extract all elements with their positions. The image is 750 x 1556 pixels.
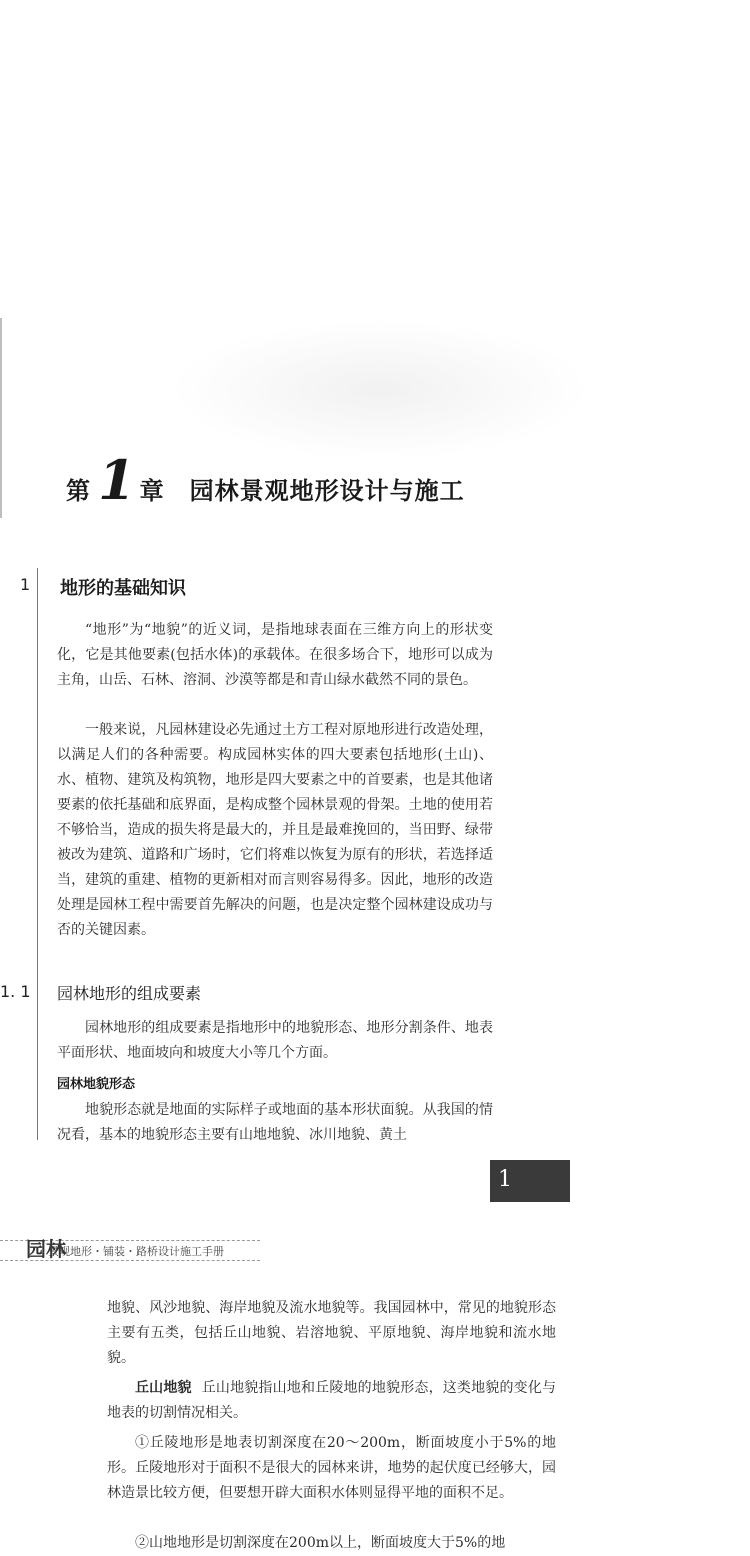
subsection-title: 园林地形的组成要素 — [57, 984, 202, 1003]
chapter-prefix: 第 — [66, 477, 90, 505]
qiushan-lead: 丘山地貌 — [135, 1380, 192, 1396]
subsection-text: 地貌形态就是地面的实际样子或地面的基本形状面貌。从我国的情况看，基本的地貌形态主要有山地地貌、冰川地貌、黄土 — [57, 1102, 493, 1143]
section-number: 1 — [20, 575, 31, 594]
page-edge-rule — [0, 318, 2, 518]
page2-continuation: 地貌、风沙地貌、海岸地貌及流水地貌等。我国园林中，常见的地貌形态主要有五类，包括丘山地貌、岩溶地貌、平原地貌、海岸地貌和流水地貌。 — [107, 1300, 556, 1366]
page-number-tab — [490, 1160, 570, 1202]
scan-noise — [170, 320, 590, 460]
paragraph-1: “地形”为“地貌”的近义词，是指地球表面在三维方向上的形状变化，它是其他要素(包括水体)的承载体。在很多场合下，地形可以成为主角，山岳、石林、溶洞、沙漠等都是和青山绿水截然不同的景色。 — [57, 622, 493, 688]
qiushan-text: 丘山地貌指山地和丘陵地的地貌形态，这类地貌的变化与地表的切割情况相关。 — [107, 1380, 557, 1421]
margin-rule — [37, 568, 38, 1140]
logo-char-1: 园林 — [26, 1237, 66, 1260]
paragraph-2: 一般来说，凡园林建设必先通过土方工程对原地形进行改造处理，以满足人们的各种需要。构成园林实体的四大要素包括地形(土山)、水、植物、建筑及构筑物，地形是四大要素之中的首要素，也是其他诸要素的依托基础和底界面，是构成整个园林景观的骨架。土地的使用若不够恰当，造成的损失将是最大的，并且是最难挽回的，当田野、绿带被改为建筑、道路和广场时，它们将难以恢复为原有的形状，若选择适当，建筑的重建、植物的更新相对而言则容易得多。因此，地形的改造处理是园林工程中需要首先解决的问题，也是决定整个园林建设成功与否的关键因素。 — [57, 722, 493, 938]
subsection-number: 1. 1 — [0, 982, 31, 1001]
subheading-landform: 园林地貌形态 — [57, 1077, 136, 1092]
subsection-intro: 园林地形的组成要素是指地形中的地貌形态、地形分割条件、地表平面形状、地面坡向和坡度大小等几个方面。 — [57, 1020, 493, 1061]
section-title: 地形的基础知识 — [60, 578, 186, 599]
page2-item-1: ①丘陵地形是地表切割深度在20～200m，断面坡度小于5%的地形。丘陵地形对于面积不是很大的园林来讲，地势的起伏度已经够大，园林造景比较方便，但要想开辟大面积水体则显得平地的面积不足。 — [107, 1435, 556, 1501]
running-title: 景观地形・铺装・路桥设计施工手册 — [48, 1245, 224, 1258]
chapter-title: 园林景观地形设计与施工 — [189, 477, 465, 505]
page2-item-2: ②山地地形是切割深度在200m以上，断面坡度大于5%的地 — [135, 1535, 506, 1551]
chapter-number: 1 — [98, 448, 136, 512]
chapter-suffix: 章 — [139, 477, 164, 505]
page-number: 1 — [498, 1167, 512, 1192]
chapter-heading — [66, 446, 465, 512]
page2-qiushan — [107, 1376, 556, 1426]
